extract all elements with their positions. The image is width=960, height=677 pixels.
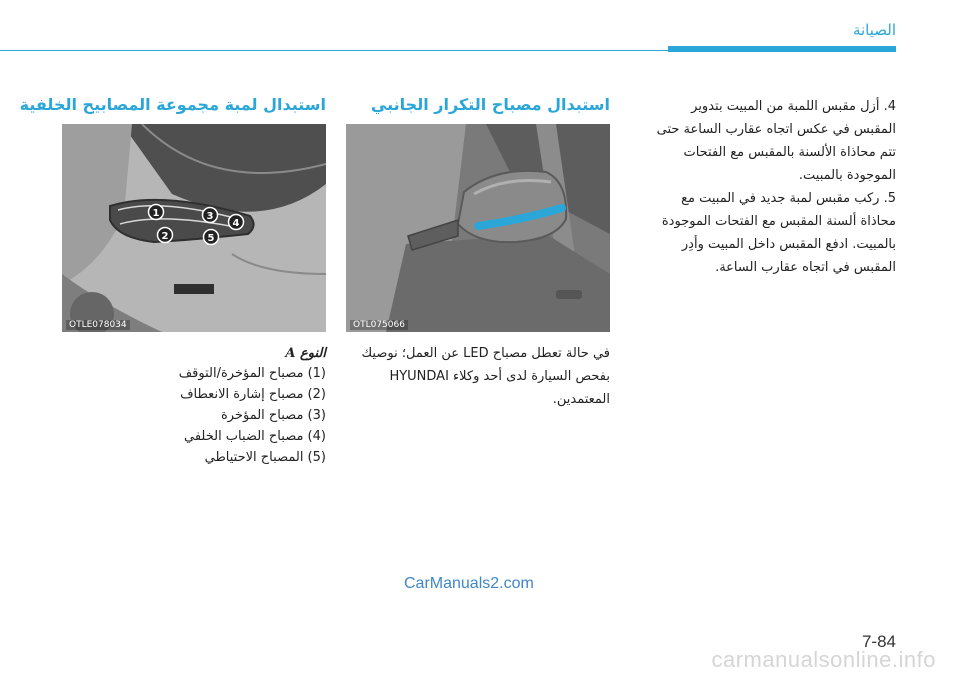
rear-lamp-section bbox=[19, 95, 326, 468]
page-number: 7-84 bbox=[861, 632, 896, 651]
side-mirror-figure bbox=[346, 124, 610, 332]
rear-lamp-figure bbox=[62, 124, 326, 332]
type-a-heading: النوع A bbox=[285, 346, 326, 361]
list-item: (2) مصباح إشارة الانعطاف bbox=[180, 387, 326, 402]
step-5-text: 5. ركب مقبس لمبة جديد في المبيت مع محاذاة ألسنة المقبس مع الفتحات الموجودة بالمبيت. ادفع المقبس داخل المبيت وأدِر المقبس في اتجاه عقارب الساعة. bbox=[661, 191, 896, 275]
figure-code: OTL075066 bbox=[350, 320, 408, 330]
callout-4 bbox=[229, 215, 244, 230]
callout-4-label: 4 bbox=[232, 218, 240, 229]
callout-1 bbox=[149, 205, 164, 220]
steps-column bbox=[646, 95, 896, 279]
carmanuals-watermark: CarManuals2.com bbox=[404, 575, 534, 592]
rear-lamp-title: استبدال لمبة مجموعة المصابيح الخلفية bbox=[19, 95, 326, 114]
list-item: (1) مصباح المؤخرة/التوقف bbox=[178, 366, 326, 381]
header-accent-bar bbox=[668, 46, 896, 52]
list-item: (5) المصباح الاحتياطي bbox=[204, 450, 326, 465]
callout-1-label: 1 bbox=[152, 208, 160, 219]
callout-3 bbox=[203, 208, 218, 223]
side-mirror-illustration bbox=[346, 124, 610, 332]
step-4-text: 4. أزل مقبس اللمبة من المبيت بتدوير المقبس في عكس اتجاه عقارب الساعة حتى تتم محاذاة الألسنة بالمقبس مع الفتحات الموجودة بالمبيت. bbox=[656, 99, 896, 183]
list-item: (4) مصباح الضباب الخلفي bbox=[184, 429, 326, 444]
side-repeater-title: استبدال مصباح التكرار الجانبي bbox=[370, 95, 610, 114]
callout-2-label: 2 bbox=[161, 231, 169, 242]
callout-5-label: 5 bbox=[207, 233, 215, 244]
rear-lamp-illustration bbox=[62, 124, 326, 332]
lamp-list bbox=[61, 363, 326, 468]
led-repeater-note: في حالة تعطل مصباح LED عن العمل؛ نوصيك بفحص السيارة لدى أحد وكلاء HYUNDAI المعتمدين. bbox=[361, 346, 610, 407]
figure-code: OTLE078034 bbox=[66, 320, 130, 330]
section-header-title: الصيانة bbox=[852, 21, 896, 39]
callout-2 bbox=[158, 228, 173, 243]
callout-3-label: 3 bbox=[206, 211, 214, 222]
footer-watermark: carmanualsonline.info bbox=[711, 647, 936, 672]
side-repeater-section bbox=[345, 95, 610, 411]
callout-5 bbox=[204, 230, 219, 245]
list-item: (3) مصباح المؤخرة bbox=[220, 408, 326, 423]
